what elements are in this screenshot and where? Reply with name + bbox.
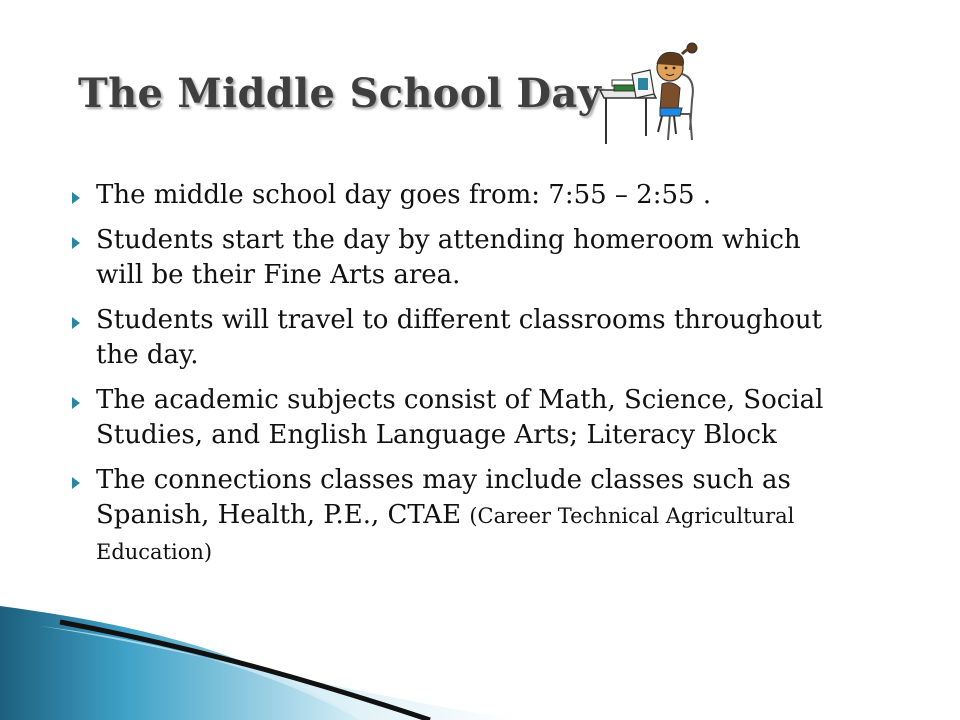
bullet-text: The middle school day goes from: 7:55 – 2:55 . — [96, 180, 712, 210]
bullet-text: Students start the day by attending homeroom which will be their Fine Arts area. — [96, 225, 801, 290]
bullet-item — [72, 223, 832, 293]
bullet-text: The connections classes may include classes such as Spanish, Health, P.E., CTAE — [96, 465, 791, 530]
bullet-marker-icon — [72, 237, 80, 249]
bullet-marker-icon — [72, 477, 80, 489]
bullet-marker-icon — [72, 317, 80, 329]
bullet-item — [72, 178, 832, 213]
bullet-item — [72, 463, 832, 570]
bullet-marker-icon — [72, 192, 80, 204]
bullet-text: Students will travel to different classrooms throughout the day. — [96, 305, 823, 370]
bullet-list — [72, 178, 832, 580]
bullet-item — [72, 383, 832, 453]
slide-title: The Middle School Day — [78, 70, 602, 117]
bullet-text: The academic subjects consist of Math, Science, Social Studies, and English Language Arts; Literacy Block — [96, 385, 824, 450]
student-reading-at-desk-icon — [596, 40, 708, 150]
bullet-item — [72, 303, 832, 373]
bullet-note: (Career Technical Agricultural Education) — [96, 504, 795, 564]
bullet-marker-icon — [72, 397, 80, 409]
